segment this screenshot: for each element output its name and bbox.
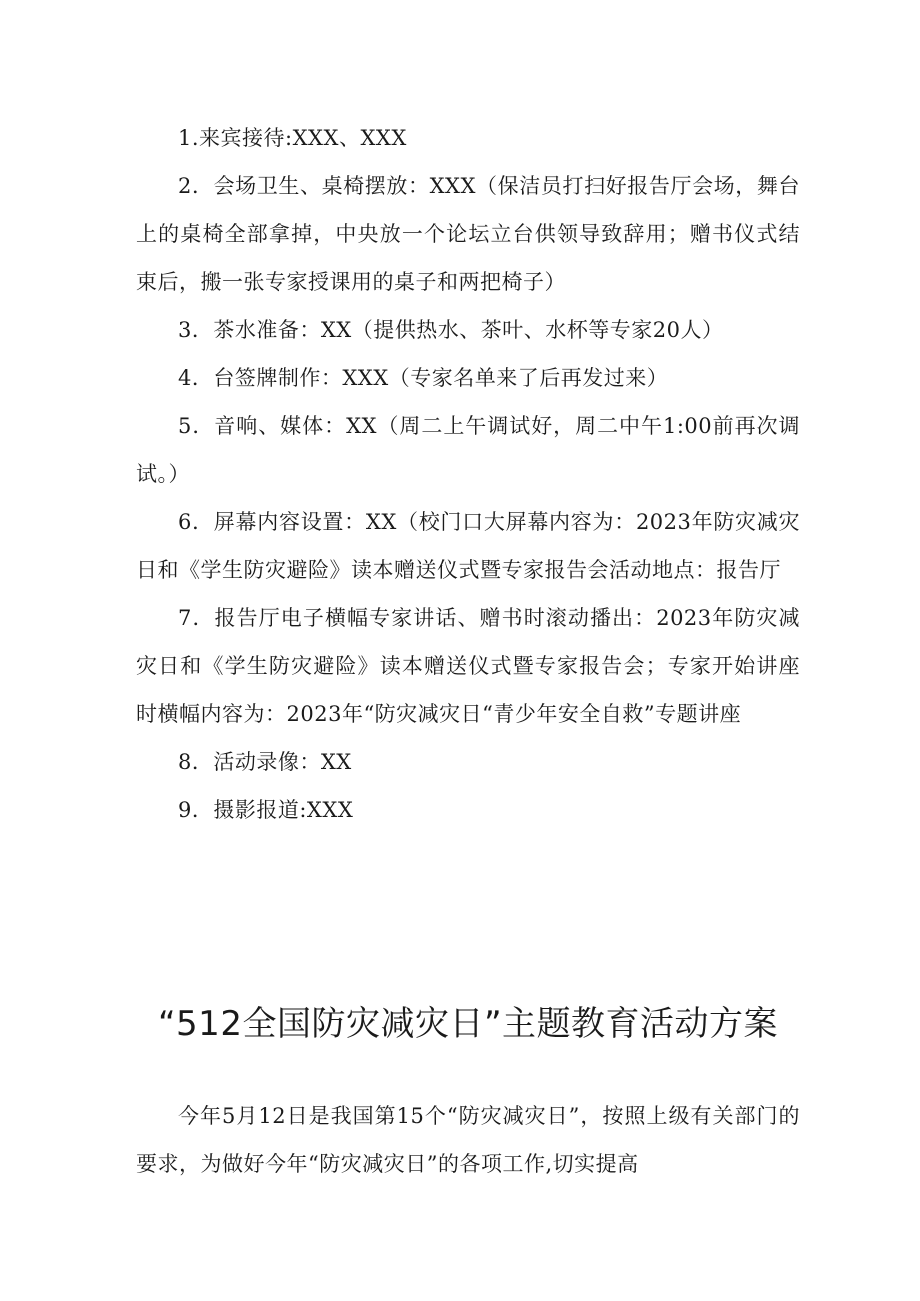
list-item: 5．音响、媒体：XX（周二上午调试好，周二中午1:00前再次调试。） — [136, 414, 800, 486]
list-item: 3．茶水准备：XX（提供热水、茶叶、水杯等专家20人） — [178, 318, 724, 342]
list-item: 6．屏幕内容设置：XX（校门口大屏幕内容为：2023年防灾减灾日和《学生防灾避险》读本赠送仪式暨专家报告会活动地点：报告厅 — [136, 510, 800, 582]
section-heading: “512全国防灾减灾日”主题教育活动方案 — [157, 1004, 779, 1044]
list-item: 7．报告厅电子横幅专家讲话、赠书时滚动播出：2023年防灾减灾日和《学生防灾避险》读本赠送仪式暨专家报告会；专家开始讲座时横幅内容为：2023年“防灾减灾日“青少年安全自救”专题讲座 — [136, 606, 800, 726]
task-list — [136, 114, 800, 834]
list-item: 9．摄影报道:XXX — [178, 798, 354, 822]
list-item: 8．活动录像：XX — [178, 750, 352, 774]
list-item: 1.来宾接待:XXX、XXX — [178, 126, 407, 150]
list-item: 2．会场卫生、桌椅摆放：XXX（保洁员打扫好报告厅会场，舞台上的桌椅全部拿掉，中央放一个论坛立台供领导致辞用；赠书仪式结束后，搬一张专家授课用的桌子和两把椅子） — [136, 174, 800, 294]
body-text — [136, 1092, 800, 1188]
list-item: 4．台签牌制作：XXX（专家名单来了后再发过来） — [178, 366, 669, 390]
intro-paragraph: 今年5月12日是我国第15个“防灾减灾日”，按照上级有关部门的要求，为做好今年“防灾减灾日”的各项工作,切实提高 — [136, 1104, 800, 1176]
